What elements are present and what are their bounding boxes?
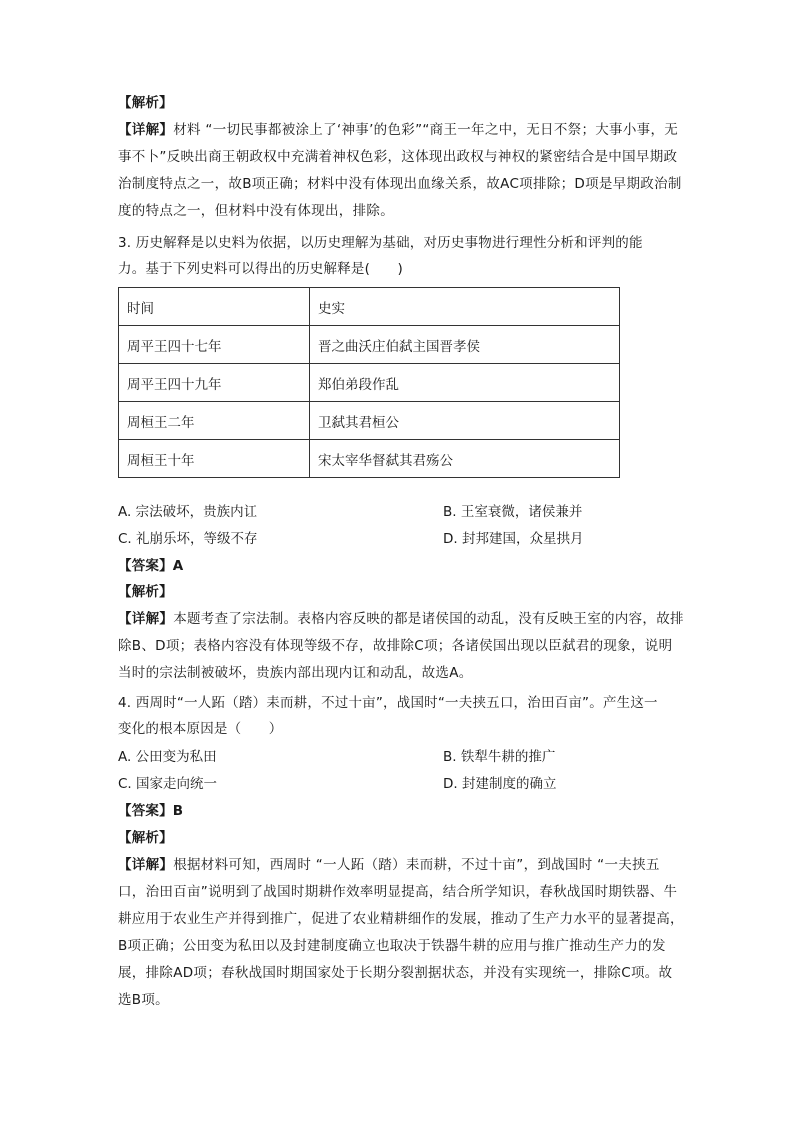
- q3-option-d: D. 封邦建国，众星拱月: [443, 531, 584, 547]
- q4-option-d: D. 封建制度的确立: [443, 776, 557, 792]
- q3-history-table: [118, 287, 620, 478]
- q3-detail-paragraph: [118, 606, 684, 687]
- q2-detail-tag: 【详解】: [118, 122, 174, 138]
- table-cell-event: 晋之曲沃庄伯弑主国晋孝侯: [310, 326, 620, 364]
- q2-detail-text: 材料 “一切民事都被涂上了‘神事’的色彩”“商王一年之中，无日不祭；大事小事，无事不卜”反映出商王朝政权中充满着神权色彩，这体现出政权与神权的紧密结合是中国早期政治制度特点之一，故B项正确；材料中没有体现出血缘关系，故AC项排除；D项是早期政治制度的特点之一，但材料中没有体现出，排除。: [118, 122, 682, 219]
- table-row: [119, 440, 620, 478]
- q3-analysis-heading: 【解析】: [118, 584, 173, 600]
- table-cell-time: 周平王四十七年: [119, 326, 310, 364]
- q2-analysis-heading: 【解析】: [118, 95, 173, 111]
- table-cell-time: 周平王四十九年: [119, 364, 310, 402]
- table-header-time: 时间: [119, 288, 310, 326]
- table-header-event: 史实: [310, 288, 620, 326]
- q4-detail-paragraph: [118, 852, 684, 1014]
- q4-option-b: B. 铁犁牛耕的推广: [443, 749, 556, 765]
- q3-detail-tag: 【详解】: [118, 611, 174, 627]
- table-cell-time: 周桓王十年: [119, 440, 310, 478]
- q4-option-a: A. 公田变为私田: [118, 749, 217, 765]
- q3-option-c: C. 礼崩乐坏，等级不存: [118, 531, 258, 547]
- table-row: [119, 326, 620, 364]
- table-cell-time: 周桓王二年: [119, 402, 310, 440]
- q4-stem-line1: 4. 西周时“一人跖（踏）耒而耕，不过十亩”，战国时“一夫挟五口，治田百亩”。产生这一: [118, 695, 658, 711]
- q3-detail-text: 本题考查了宗法制。表格内容反映的都是诸侯国的动乱，没有反映王室的内容，故排除B、D项；表格内容没有体现等级不存，故排除C项；各诸侯国出现以臣弑君的现象，说明当时的宗法制被破坏，贵族内部出现内讧和动乱，故选A。: [118, 611, 684, 681]
- table-header-row: [119, 288, 620, 326]
- q4-stem-line2: 变化的根本原因是（ ）: [118, 721, 283, 737]
- q4-answer: 【答案】B: [118, 803, 184, 819]
- q4-analysis-heading: 【解析】: [118, 830, 173, 846]
- table-cell-event: 卫弑其君桓公: [310, 402, 620, 440]
- q4-detail-text: 根据材料可知，西周时 “一人跖（踏）耒而耕，不过十亩”，到战国时 “一夫挟五口，治田百亩”说明到了战国时期耕作效率明显提高，结合所学知识，春秋战国时期铁器、牛耕应用于农业生产并得到推广，促进了农业精耕细作的发展，推动了生产力水平的显著提高，B项正确；公田变为私田以及封建制度确立也取决于铁器牛耕的应用与推广推动生产力的发展，排除AD项；春秋战国时期国家处于长期分裂割据状态，并没有实现统一，排除C项。故选B项。: [118, 857, 684, 1008]
- table-cell-event: 宋太宰华督弑其君殇公: [310, 440, 620, 478]
- q3-stem-line1: 3. 历史解释是以史料为依据，以历史理解为基础，对历史事物进行理性分析和评判的能: [118, 235, 643, 251]
- table-cell-event: 郑伯弟段作乱: [310, 364, 620, 402]
- q3-answer: 【答案】A: [118, 558, 184, 574]
- table-row: [119, 402, 620, 440]
- q4-option-c: C. 国家走向统一: [118, 776, 218, 792]
- q3-option-b: B. 王室衰微，诸侯兼并: [443, 504, 583, 520]
- q2-detail-paragraph: [118, 117, 684, 225]
- table-row: [119, 364, 620, 402]
- q3-stem-line2: 力。基于下列史料可以得出的历史解释是( ): [118, 261, 403, 277]
- q4-detail-tag: 【详解】: [118, 857, 174, 873]
- q3-option-a: A. 宗法破坏，贵族内讧: [118, 504, 258, 520]
